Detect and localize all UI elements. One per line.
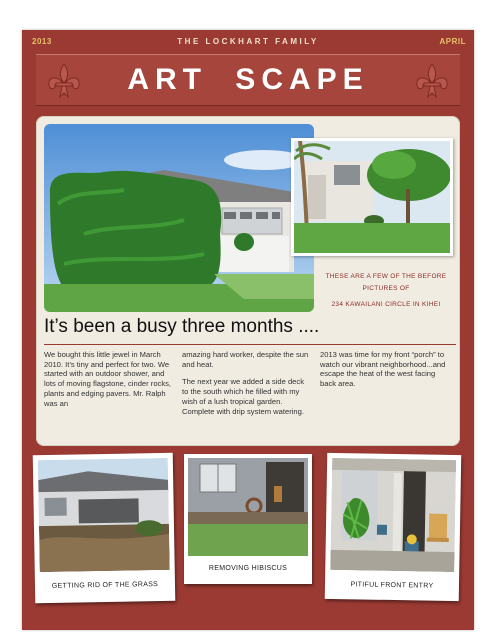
column-3-text: 2013 was time for my front “porch” to watch our vibrant neighborhood...and escape the heat of the west facing back area. (320, 350, 446, 389)
top-bar (22, 30, 474, 52)
issue-month: APRIL (439, 37, 466, 46)
house-hedge-photo (44, 124, 314, 312)
grass-removal-photo (38, 458, 170, 572)
before-caption-line3: 234 KAWAILANI CIRCLE IN KIHEI (331, 301, 441, 308)
front-entry-photo (330, 458, 456, 572)
photo-caption: GETTING RID OF THE GRASS (51, 581, 159, 590)
headline-divider (44, 344, 456, 345)
issue-year: 2013 (32, 37, 52, 46)
house-tree-photo (291, 138, 453, 256)
family-name: THE LOCKHART FAMILY (177, 37, 319, 46)
photo-card-hibiscus (184, 454, 312, 584)
hibiscus-removal-photo (188, 458, 308, 556)
article-column-2 (182, 350, 312, 424)
before-caption-line1: THESE ARE A FEW OF THE BEFORE (325, 273, 447, 280)
column-2-paragraph-2: The next year we added a side deck to the south which he filled with my wish of a lush tropical garden. Complete with drip system watering. (182, 377, 304, 416)
article-column-1 (44, 350, 174, 416)
before-caption-line2: PICTURES OF (362, 285, 410, 292)
title-banner (36, 54, 460, 106)
photo-caption: REMOVING HIBISCUS (208, 565, 288, 572)
column-2-paragraph-1: amazing hard worker, despite the sun and heat. (182, 350, 309, 369)
photo-card-entry (325, 453, 462, 601)
banner-title: ART SCAPE (127, 63, 369, 96)
newsletter-page (22, 30, 474, 630)
article-headline: It’s been a busy three months .... (44, 316, 320, 337)
column-1-text: We bought this little jewel in March 2010. It’s tiny and perfect for two. We started with an outdoor shower, and lots of moving flagstone, cinder rocks, plants and edging pavers. Mr. Ralph was an (44, 350, 172, 408)
article-column-3 (320, 350, 450, 397)
photo-caption: PITIFUL FRONT ENTRY (350, 581, 434, 590)
photo-card-grass (33, 453, 176, 603)
main-panel (36, 116, 460, 446)
fleur-de-lis-icon (414, 61, 450, 101)
